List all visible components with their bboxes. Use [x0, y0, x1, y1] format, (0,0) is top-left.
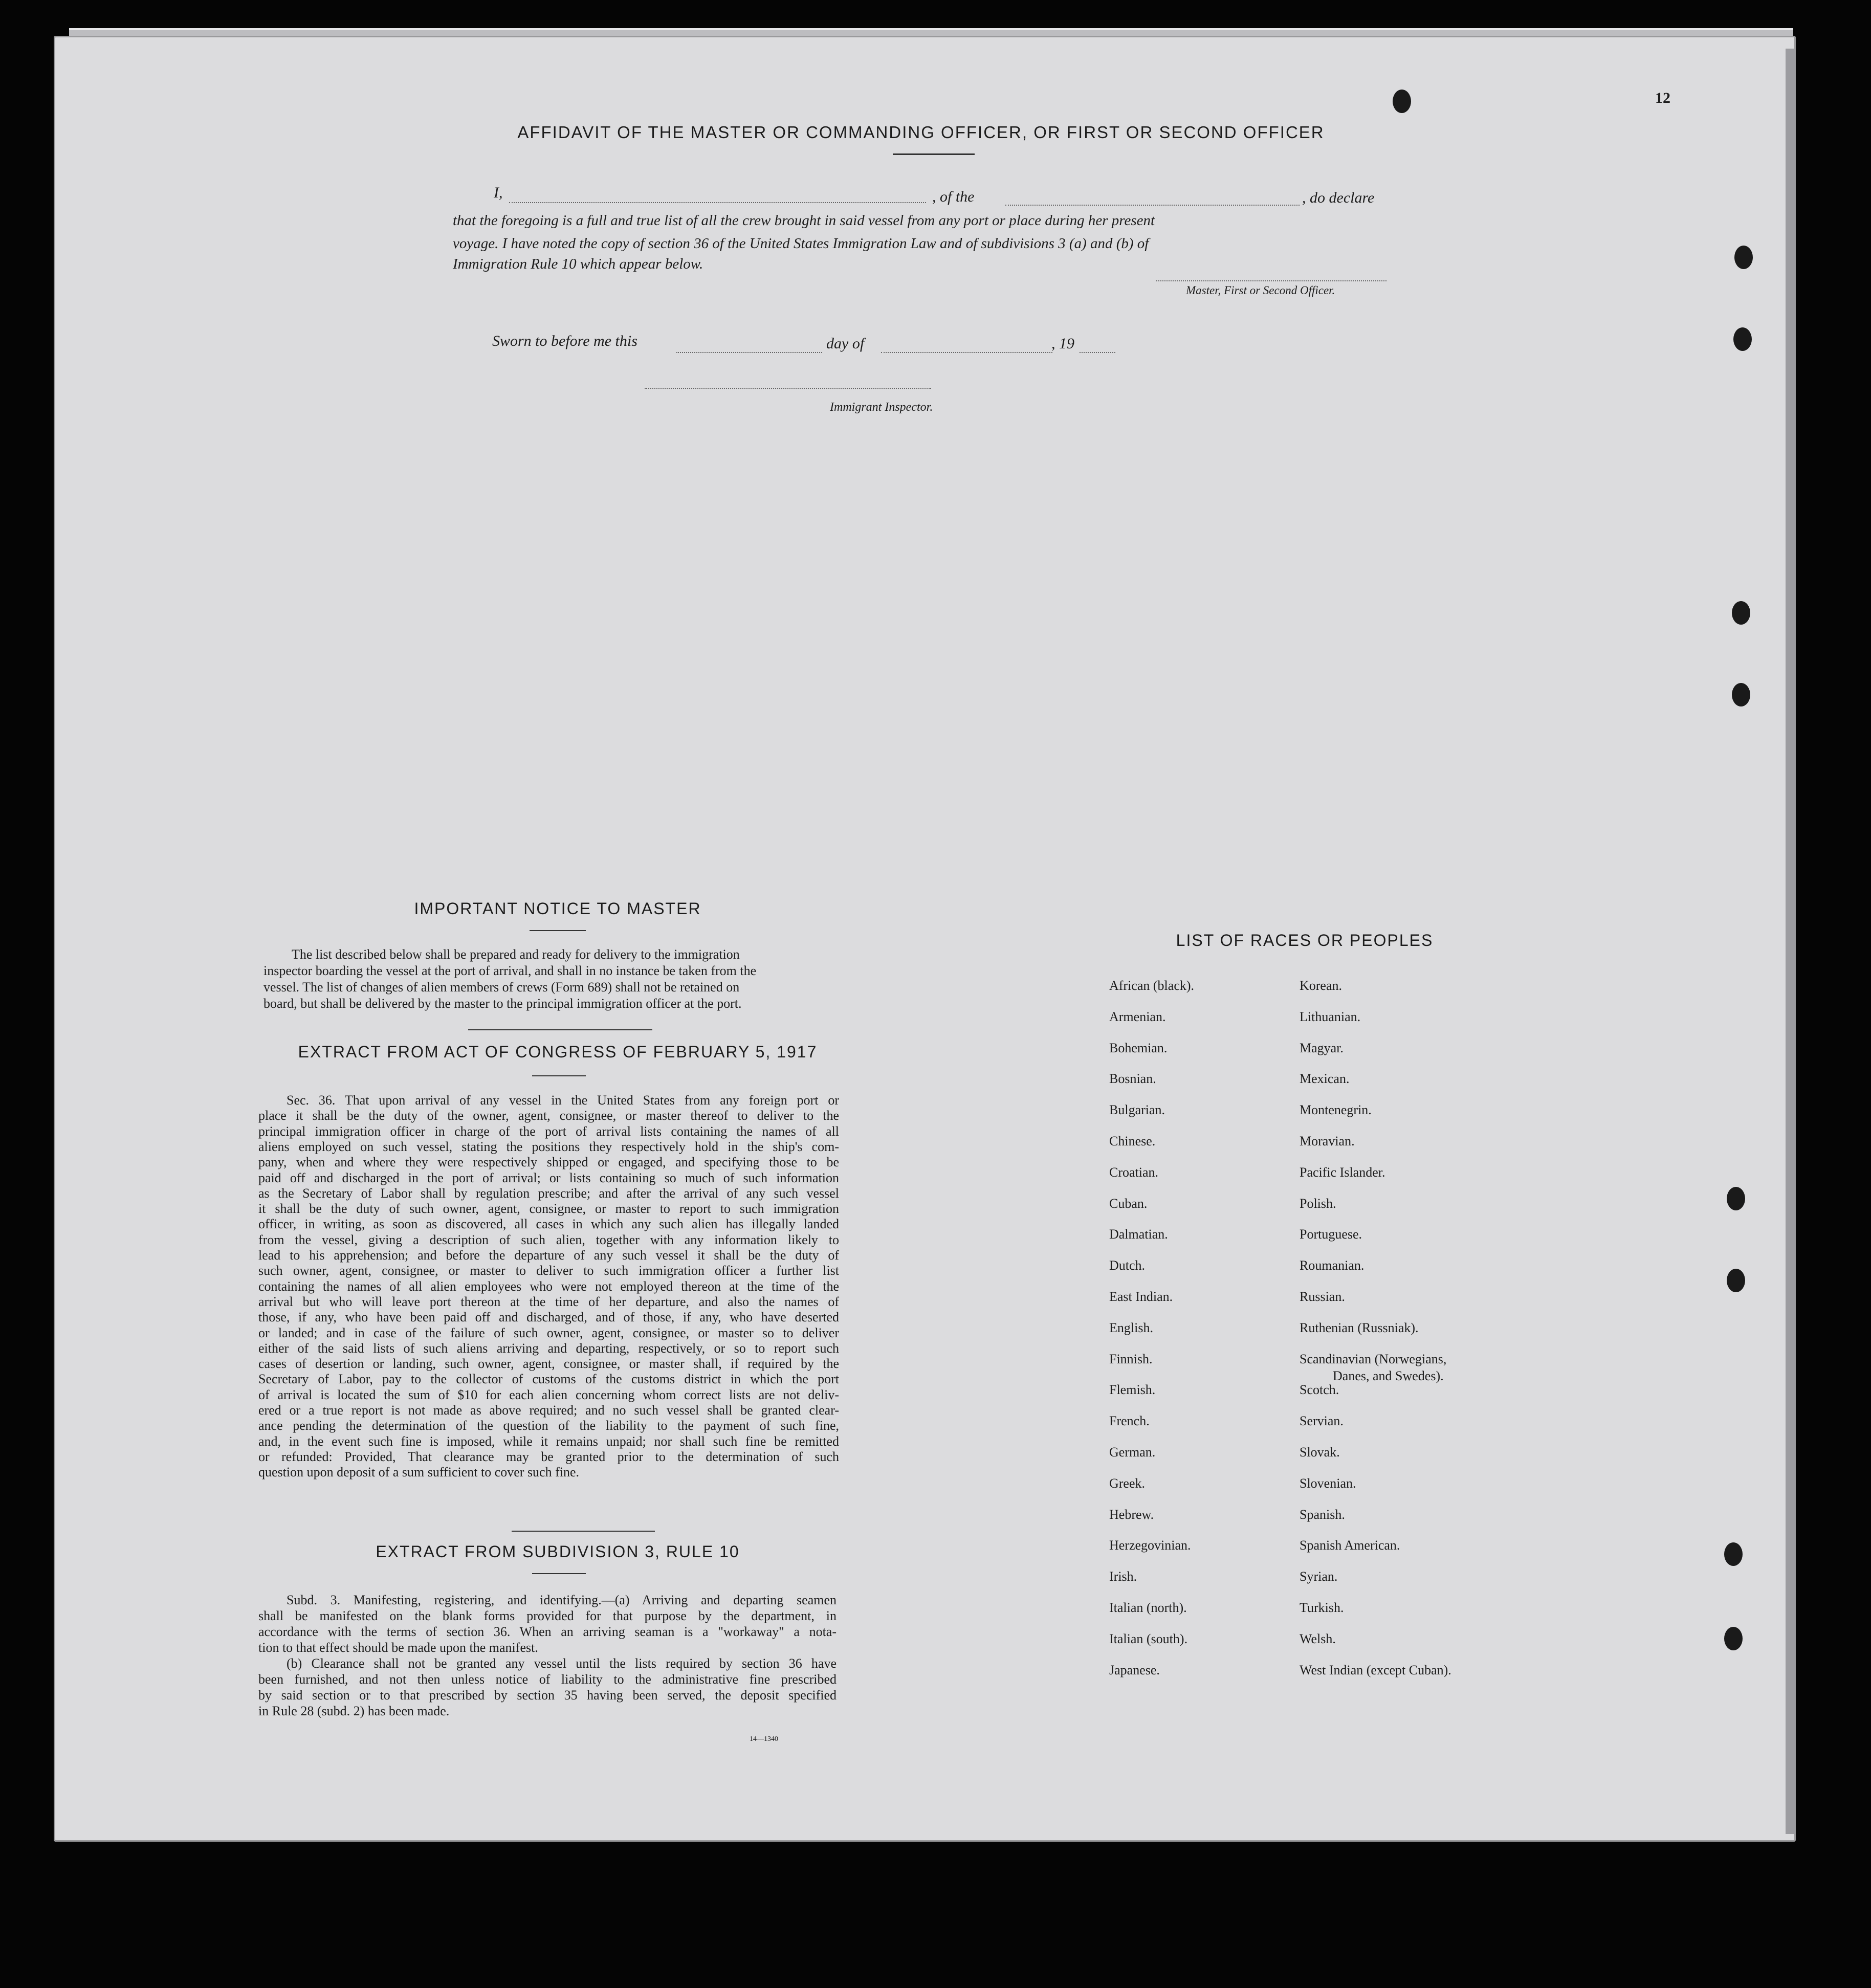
race-item: Ruthenian (Russniak). [1300, 1320, 1419, 1335]
rule-top-rule [512, 1531, 655, 1532]
race-item: Herzegovinian. [1109, 1538, 1191, 1553]
race-item: Dalmatian. [1109, 1227, 1168, 1242]
rule-line: accordance with the terms of section 36. When an arriving seaman is a "workaway" a nota- [258, 1624, 837, 1639]
race-item: Turkish. [1300, 1600, 1344, 1615]
race-item: Mexican. [1300, 1071, 1350, 1087]
blank-signature [1156, 280, 1386, 281]
act-line: Secretary of Labor, pay to the collector of customs of the customs district in which the port [258, 1372, 839, 1387]
sworn-text: Sworn to before me this [492, 333, 637, 349]
binder-hole [1393, 90, 1411, 113]
binder-hole [1724, 1542, 1743, 1566]
act-title: EXTRACT FROM ACT OF CONGRESS OF FEBRUARY 5, 1917 [298, 1043, 818, 1061]
signature-caption: Master, First or Second Officer. [1186, 284, 1335, 297]
rule-line: shall be manifested on the blank forms provided for that purpose by the department, in [258, 1608, 837, 1623]
race-item: Pacific Islander. [1300, 1164, 1385, 1180]
blank-day [676, 352, 822, 353]
blank-month [881, 352, 1052, 353]
act-line: pany, when and where they were respectively shipped or engaged, and specifying those to be [258, 1155, 839, 1170]
act-line: as the Secretary of Labor shall by regulation prescribe; and after the arrival of any such vessel [258, 1185, 839, 1201]
binder-hole [1734, 246, 1753, 269]
affidavit-declare: , do declare [1302, 189, 1375, 206]
blank-year [1080, 352, 1115, 353]
notice-line: vessel. The list of changes of alien members of crews (Form 689) shall not be retained on [263, 980, 740, 995]
race-item: Syrian. [1300, 1569, 1338, 1584]
act-line: it shall be the duty of such owner, agent, consignee, or master to report to such immigration [258, 1201, 839, 1217]
act-line: principal immigration officer in charge of the port of arrival lists containing the names of all [258, 1123, 839, 1139]
binder-hole [1727, 1269, 1745, 1292]
act-line: or landed; and in case of the failure of such owner, agent, consignee, or master so to deliver [258, 1325, 839, 1340]
year-text: , 19 [1051, 335, 1074, 352]
notice-line: inspector boarding the vessel at the port of arrival, and shall in no instance be taken from the [263, 963, 757, 978]
blank-name [509, 202, 926, 203]
notice-title: IMPORTANT NOTICE TO MASTER [414, 899, 701, 918]
race-item: Bulgarian. [1109, 1102, 1165, 1118]
affidavit-line2: that the foregoing is a full and true list of all the crew brought in said vessel from any port or place during her present [453, 212, 1155, 229]
race-item: Spanish American. [1300, 1538, 1400, 1553]
race-item: German. [1109, 1445, 1156, 1460]
race-item: Magyar. [1300, 1040, 1344, 1055]
races-title: LIST OF RACES OR PEOPLES [1176, 931, 1434, 949]
act-line: place it shall be the duty of the owner, agent, consignee, or master thereof to deliver to the [258, 1108, 839, 1123]
race-item: Scotch. [1300, 1382, 1339, 1398]
race-item: Korean. [1300, 978, 1342, 993]
notice-end-rule [468, 1029, 652, 1030]
race-item: Scandinavian (Norwegians, [1300, 1351, 1447, 1366]
act-line: Sec. 36. That upon arrival of any vessel in the United States from any foreign port or [287, 1093, 839, 1108]
rule-line: (b) Clearance shall not be granted any vessel until the lists required by section 36 have [287, 1656, 837, 1671]
form-number: 14—1340 [750, 1735, 778, 1743]
inspector-caption: Immigrant Inspector. [830, 401, 933, 414]
act-line: either of the said lists of such aliens arriving and departing, respectively, or so to report such [258, 1340, 839, 1356]
race-item: Bohemian. [1109, 1040, 1168, 1055]
race-item: Hebrew. [1109, 1507, 1154, 1522]
document-page [54, 36, 1796, 1842]
race-item: Finnish. [1109, 1351, 1153, 1366]
day-of-text: day of [826, 335, 865, 352]
page-right-edge [1786, 49, 1795, 1834]
race-item: Croatian. [1109, 1164, 1159, 1180]
rule-line: in Rule 28 (subd. 2) has been made. [258, 1704, 450, 1718]
act-line: containing the names of all alien employees who were not employed thereon at the time of the [258, 1278, 839, 1294]
rule-title: EXTRACT FROM SUBDIVISION 3, RULE 10 [376, 1542, 740, 1561]
race-item: Slovak. [1300, 1445, 1340, 1460]
race-item: Flemish. [1109, 1382, 1156, 1398]
race-item: Slovenian. [1300, 1475, 1356, 1491]
rule-line: Subd. 3. Manifesting, registering, and identifying.—(a) Arriving and departing seamen [287, 1593, 837, 1607]
race-item: Welsh. [1300, 1631, 1336, 1646]
notice-line: The list described below shall be prepared and ready for delivery to the immigration [292, 947, 740, 962]
act-line: ance pending the determination of the question of the liability to the payment of such fine, [258, 1418, 839, 1433]
race-item: Servian. [1300, 1413, 1344, 1429]
binder-hole [1732, 601, 1750, 625]
race-item: West Indian (except Cuban). [1300, 1662, 1451, 1677]
affidavit-line4: Immigration Rule 10 which appear below. [453, 256, 703, 272]
race-item: Armenian. [1109, 1009, 1166, 1024]
race-item: East Indian. [1109, 1289, 1173, 1304]
act-rule [532, 1075, 586, 1076]
race-item: Spanish. [1300, 1507, 1345, 1522]
act-line: lead to his apprehension; and before the departure of any such vessel it shall be the duty of [258, 1248, 839, 1263]
act-line: officer, in writing, as soon as discovered, all cases in which any such alien has illegally landed [258, 1217, 839, 1232]
act-line: question upon deposit of a sum sufficient to cover such fine. [258, 1465, 580, 1480]
binder-hole [1727, 1187, 1745, 1210]
rule-line: by said section or to that prescribed by section 35 having been served, the deposit specified [258, 1688, 837, 1703]
race-item: Portuguese. [1300, 1227, 1362, 1242]
race-item: Irish. [1109, 1569, 1137, 1584]
race-item: French. [1109, 1413, 1150, 1429]
act-line: ered or a true report is not made as above required; and no such vessel shall be granted clear- [258, 1403, 839, 1418]
rule-line: been furnished, and not then unless notice of liability to the administrative fine prescribed [258, 1672, 837, 1687]
act-line: aliens employed on such vessel, stating the positions they respectively hold in the ship's com- [258, 1139, 839, 1154]
race-item: Montenegrin. [1300, 1102, 1372, 1118]
races-continuation: Danes, and Swedes). [1333, 1368, 1444, 1383]
binder-hole [1724, 1627, 1743, 1650]
binder-hole [1733, 327, 1752, 351]
act-line: or refunded: Provided, That clearance may be granted prior to the determination of such [258, 1449, 839, 1464]
act-line: those, if any, who have been paid off and discharged, and of those, if any, who have deserted [258, 1310, 839, 1325]
race-item: English. [1109, 1320, 1153, 1335]
act-line: paid off and discharged in the port of arrival; or lists containing so much of such information [258, 1170, 839, 1185]
blank-vessel [1005, 205, 1300, 206]
race-item: Dutch. [1109, 1258, 1146, 1273]
race-item: Roumanian. [1300, 1258, 1364, 1273]
race-item: African (black). [1109, 978, 1195, 993]
affidavit-of-the: , of the [932, 188, 975, 205]
race-item: Moravian. [1300, 1134, 1355, 1148]
race-item: Greek. [1109, 1475, 1146, 1491]
page-number: 12 [1655, 90, 1670, 106]
act-line: such owner, agent, consignee, or master to deliver to such immigration officer a further list [258, 1263, 839, 1278]
race-item: Russian. [1300, 1289, 1345, 1304]
binder-hole [1732, 683, 1750, 706]
race-item: Polish. [1300, 1196, 1336, 1211]
affidavit-line3: voyage. I have noted the copy of section 36 of the United States Immigration Law and of subdivisions 3 (a) and (b) of [453, 235, 1149, 252]
act-line: cases of desertion or landing, such owner, agent, consignee, or master shall, if required by the [258, 1356, 839, 1372]
act-line: of arrival is located the sum of $10 for each alien concerning whom correct lists are not deliv- [258, 1387, 839, 1402]
race-item: Cuban. [1109, 1196, 1148, 1211]
act-line: arrival but who will leave port thereon at the time of her departure, and also the names of [258, 1294, 839, 1309]
affidavit-title: AFFIDAVIT OF THE MASTER OR COMMANDING OFFICER, OR FIRST OR SECOND OFFICER [517, 123, 1325, 142]
race-item: Lithuanian. [1300, 1009, 1361, 1024]
notice-rule [530, 930, 586, 931]
title-rule [893, 153, 975, 155]
race-item: Italian (south). [1109, 1631, 1188, 1646]
race-item: Italian (north). [1109, 1600, 1187, 1615]
rule-title-rule [532, 1573, 586, 1574]
act-line: from the vessel, giving a description of such alien, together with any information likely to [258, 1232, 839, 1247]
rule-line: tion to that effect should be made upon the manifest. [258, 1640, 538, 1655]
affidavit-i: I, [494, 184, 503, 201]
act-line: and, in the event such fine is imposed, while it remains unpaid; nor shall such fine be remitted [258, 1433, 839, 1449]
blank-inspector [645, 388, 931, 389]
race-item: Chinese. [1109, 1134, 1156, 1148]
race-item: Bosnian. [1109, 1071, 1156, 1087]
notice-line: board, but shall be delivered by the master to the principal immigration officer at the port. [263, 996, 742, 1011]
race-item: Japanese. [1109, 1662, 1160, 1677]
